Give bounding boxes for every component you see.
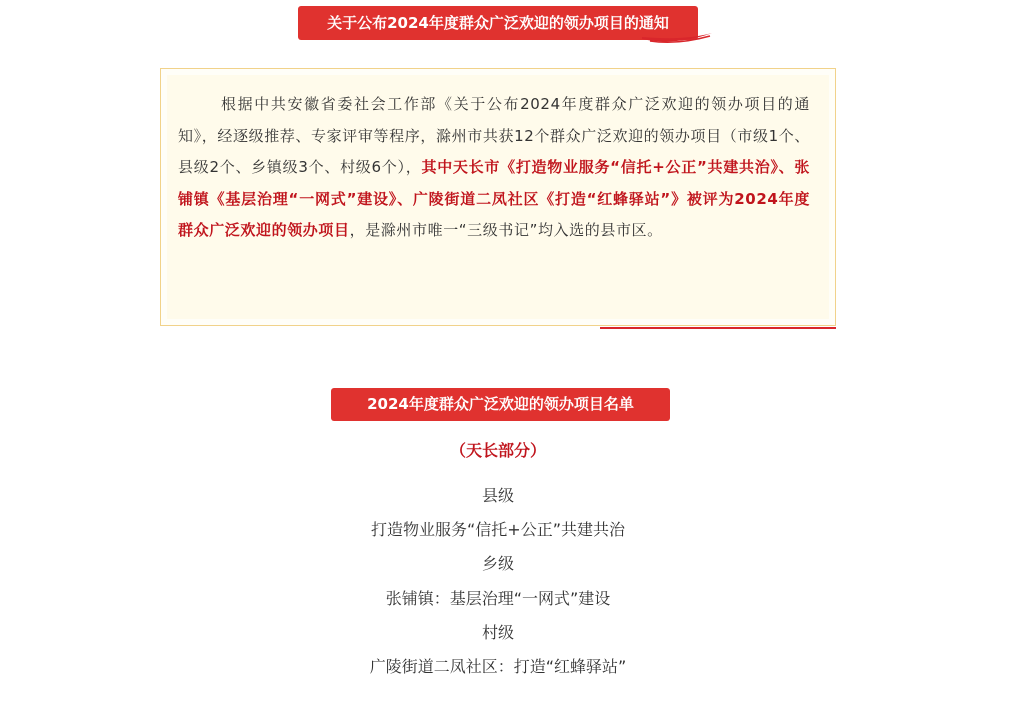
box-underline-accent bbox=[600, 327, 836, 329]
notice-text-highlight: 其中天长市《打造物业服务“信托+公正”共建共治》、张铺镇《基层治理“一网式”建设》、广陵街道二凤社区《打造“红蜂驿站”》被评为2024年度群众广泛欢迎的领办项目 bbox=[178, 158, 810, 239]
list-item-village-project: 广陵街道二凤社区：打造“红蜂驿站” bbox=[369, 657, 627, 676]
list-title: 2024年度群众广泛欢迎的领办项目名单 bbox=[367, 395, 634, 413]
notice-paragraph bbox=[178, 89, 810, 247]
list-subtitle: （天长部分） bbox=[449, 441, 546, 460]
list-item-village-level: 村级 bbox=[481, 623, 514, 642]
list-item-county-level: 县级 bbox=[481, 486, 514, 505]
notice-title: 关于公布2024年度群众广泛欢迎的领办项目的通知 bbox=[327, 14, 669, 32]
notice-title-banner bbox=[298, 6, 698, 40]
banner-swoosh-decoration bbox=[640, 27, 714, 45]
list-item-township-level: 乡级 bbox=[481, 554, 514, 573]
notice-text-part1: 根据中共安徽省委社会工作部《关于公布2024年度群众广泛欢迎的领办项目的通知》，经逐级推荐、专家评审等程序，滁州市共获12个群众广泛欢迎的领办项目（市级1个、县级2个、乡镇级3个、村级6个）， bbox=[178, 95, 810, 176]
list-item-township-project: 张铺镇：基层治理“一网式”建设 bbox=[385, 589, 611, 608]
notice-text-part2: ，是滁州市唯一“三级书记”均入选的县市区。 bbox=[349, 221, 663, 239]
list-title-banner bbox=[331, 388, 670, 421]
list-item-county-project: 打造物业服务“信托+公正”共建共治 bbox=[371, 520, 625, 539]
